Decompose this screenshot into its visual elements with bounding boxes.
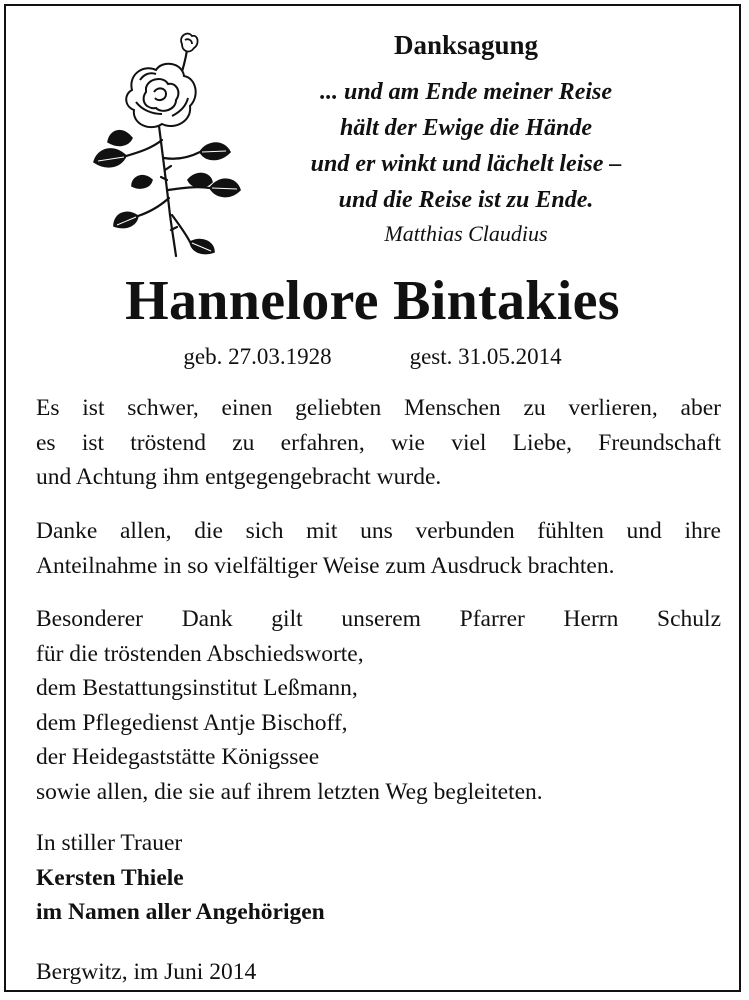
paragraph-line: es ist tröstend zu erfahren, wie viel Liebe, Freundschaft: [36, 429, 721, 456]
paragraph-line: Besonderer Dank gilt unserem Pfarrer Herrn Schulz: [36, 606, 721, 632]
paragraph-line: Anteilnahme in so vielfältiger Weise zum Ausdruck brachten.: [36, 552, 615, 579]
paragraph-line: dem Bestattungsinstitut Leßmann,: [36, 675, 358, 701]
place-and-date: Bergwitz, im Juni 2014: [36, 959, 257, 985]
paragraph-line: und Achtung ihm entgegengebracht wurde.: [36, 464, 442, 490]
paragraph-line: der Heidegaststätte Königssee: [36, 744, 320, 770]
signer-on-behalf: im Namen aller Angehörigen: [36, 899, 325, 925]
paragraph-line: sowie allen, die sie auf ihrem letzten Weg begleiteten.: [36, 778, 543, 805]
poem: [266, 74, 666, 218]
paragraph-line: dem Pflegedienst Antje Bischoff,: [36, 709, 348, 736]
poem-line: ... und am Ende meiner Reise: [319, 79, 613, 105]
poem-line: und er winkt und lächelt leise –: [310, 151, 622, 177]
signature-block: [36, 826, 636, 930]
paragraph-line: für die tröstenden Abschiedsworte,: [36, 640, 364, 667]
rose-icon: [92, 30, 242, 260]
signer-name: Kersten Thiele: [36, 864, 184, 891]
paragraph-line: Es ist schwer, einen geliebten Menschen zu verlieren, aber: [36, 395, 721, 421]
birth-date: geb. 27.03.1928: [183, 344, 332, 369]
life-dates: [6, 341, 739, 373]
mourning-intro: In stiller Trauer: [36, 830, 183, 856]
deceased-name: Hannelore Bintakies: [125, 270, 620, 332]
paragraph-gratitude: [36, 391, 721, 495]
poem-line: und die Reise ist zu Ende.: [338, 187, 594, 213]
obituary-notice: [4, 4, 741, 992]
paragraph-line: Danke allen, die sich mit uns verbunden fühlten und ihre: [36, 518, 721, 544]
poem-author: Matthias Claudius: [384, 221, 548, 246]
paragraph-special-thanks: [36, 602, 721, 809]
header-block: [266, 28, 666, 250]
death-date: gest. 31.05.2014: [409, 344, 562, 369]
notice-heading: Danksagung: [393, 30, 539, 60]
paragraph-thanks: [36, 514, 721, 583]
poem-line: hält der Ewige die Hände: [340, 115, 592, 141]
